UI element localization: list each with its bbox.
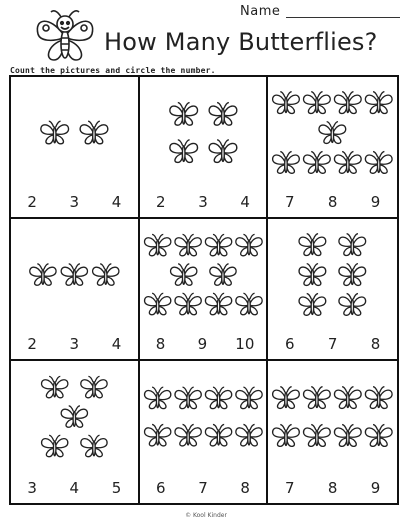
butterfly-group: [11, 219, 138, 331]
page-title: How Many Butterflies?: [104, 28, 378, 56]
number-option[interactable]: 6: [284, 335, 295, 353]
butterfly-icon: [304, 152, 331, 174]
butterfly-icon: [170, 103, 198, 126]
number-option[interactable]: 7: [284, 479, 295, 497]
number-option[interactable]: 9: [370, 193, 381, 211]
butterfly-group: [268, 361, 397, 473]
number-option[interactable]: 7: [327, 335, 338, 353]
number-option[interactable]: 2: [27, 193, 37, 211]
name-line: [286, 17, 400, 18]
butterfly-icon: [236, 387, 262, 408]
butterfly-icon: [299, 264, 326, 286]
number-option[interactable]: 8: [155, 335, 166, 353]
butterfly-icon: [366, 152, 393, 174]
counting-cell: [268, 219, 397, 361]
butterfly-icon: [42, 376, 68, 397]
butterfly-group: [268, 219, 397, 331]
butterfly-icon: [236, 424, 262, 445]
number-option[interactable]: 7: [198, 479, 208, 497]
butterfly-group: [140, 77, 267, 189]
number-option[interactable]: 10: [235, 335, 255, 353]
counting-cell: [140, 361, 269, 503]
butterfly-icon: [366, 387, 393, 409]
number-choices: [140, 193, 267, 211]
number-option[interactable]: 3: [69, 193, 80, 211]
butterfly-icon: [61, 406, 87, 427]
number-option[interactable]: 9: [370, 479, 381, 497]
number-option[interactable]: 4: [111, 335, 122, 353]
butterfly-icon: [319, 122, 346, 144]
butterfly-icon: [205, 424, 231, 445]
number-option[interactable]: 8: [327, 193, 338, 211]
butterfly-icon: [366, 92, 393, 114]
butterfly-icon: [170, 140, 198, 163]
butterfly-icon: [273, 92, 300, 114]
butterfly-icon: [175, 234, 201, 255]
butterfly-icon: [144, 234, 170, 255]
number-choices: [140, 479, 267, 497]
butterfly-icon: [144, 387, 170, 408]
butterfly-icon: [304, 92, 331, 114]
number-option[interactable]: 4: [69, 479, 80, 497]
counting-cell: [140, 77, 269, 219]
number-option[interactable]: 8: [327, 479, 338, 497]
butterfly-icon: [335, 152, 362, 174]
butterfly-group: [140, 219, 267, 331]
butterfly-icon: [205, 293, 231, 314]
butterfly-icon: [273, 387, 300, 409]
number-option[interactable]: 3: [27, 479, 37, 497]
number-option[interactable]: 3: [69, 335, 80, 353]
number-option[interactable]: 8: [240, 479, 250, 497]
butterfly-group: [11, 77, 138, 189]
butterfly-icon: [335, 387, 362, 409]
butterfly-icon: [144, 293, 170, 314]
butterfly-icon: [209, 264, 235, 285]
counting-grid: [9, 75, 399, 505]
butterfly-icon: [209, 103, 237, 126]
number-option[interactable]: 5: [111, 479, 122, 497]
butterfly-icon: [81, 376, 107, 397]
counting-cell: [268, 361, 397, 503]
number-option[interactable]: 8: [370, 335, 381, 353]
butterfly-icon: [335, 92, 362, 114]
number-choices: [140, 335, 267, 353]
butterfly-mascot-icon: [30, 8, 100, 68]
butterfly-icon: [304, 425, 331, 447]
butterfly-icon: [236, 293, 262, 314]
butterfly-icon: [339, 234, 366, 256]
butterfly-icon: [304, 387, 331, 409]
number-option[interactable]: 7: [284, 193, 295, 211]
number-option[interactable]: 6: [155, 479, 166, 497]
counting-cell: [11, 361, 140, 503]
butterfly-icon: [42, 435, 68, 456]
name-label: Name: [240, 4, 281, 19]
number-option[interactable]: 2: [155, 193, 166, 211]
number-option[interactable]: 4: [240, 193, 250, 211]
butterfly-icon: [339, 264, 366, 286]
butterfly-icon: [273, 152, 300, 174]
butterfly-icon: [299, 294, 326, 316]
butterfly-icon: [80, 121, 108, 144]
number-choices: [268, 335, 397, 353]
butterfly-icon: [205, 234, 231, 255]
butterfly-icon: [335, 425, 362, 447]
counting-cell: [11, 219, 140, 361]
butterfly-icon: [273, 425, 300, 447]
butterfly-icon: [366, 425, 393, 447]
butterfly-icon: [30, 264, 56, 285]
counting-cell: [268, 77, 397, 219]
butterfly-icon: [61, 264, 87, 285]
butterfly-group: [11, 361, 138, 473]
butterfly-group: [140, 361, 267, 473]
number-option[interactable]: 9: [197, 335, 208, 353]
instructions: Count the pictures and circle the number.: [10, 66, 216, 75]
butterfly-icon: [170, 264, 196, 285]
butterfly-icon: [205, 387, 231, 408]
number-choices: [11, 479, 138, 497]
number-option[interactable]: 4: [111, 193, 122, 211]
butterfly-icon: [339, 294, 366, 316]
number-choices: [268, 193, 397, 211]
butterfly-icon: [299, 234, 326, 256]
butterfly-icon: [81, 435, 107, 456]
butterfly-group: [268, 77, 397, 189]
butterfly-icon: [93, 264, 119, 285]
number-choices: [11, 335, 138, 353]
counting-cell: [11, 77, 140, 219]
number-option[interactable]: 2: [27, 335, 37, 353]
butterfly-icon: [144, 424, 170, 445]
number-option[interactable]: 3: [198, 193, 208, 211]
number-choices: [11, 193, 138, 211]
footer-credit: © Kool Kinder: [185, 512, 227, 519]
butterfly-icon: [175, 424, 201, 445]
butterfly-icon: [41, 121, 69, 144]
number-choices: [268, 479, 397, 497]
butterfly-icon: [236, 234, 262, 255]
butterfly-icon: [175, 387, 201, 408]
counting-cell: [140, 219, 269, 361]
butterfly-icon: [209, 140, 237, 163]
butterfly-icon: [175, 293, 201, 314]
